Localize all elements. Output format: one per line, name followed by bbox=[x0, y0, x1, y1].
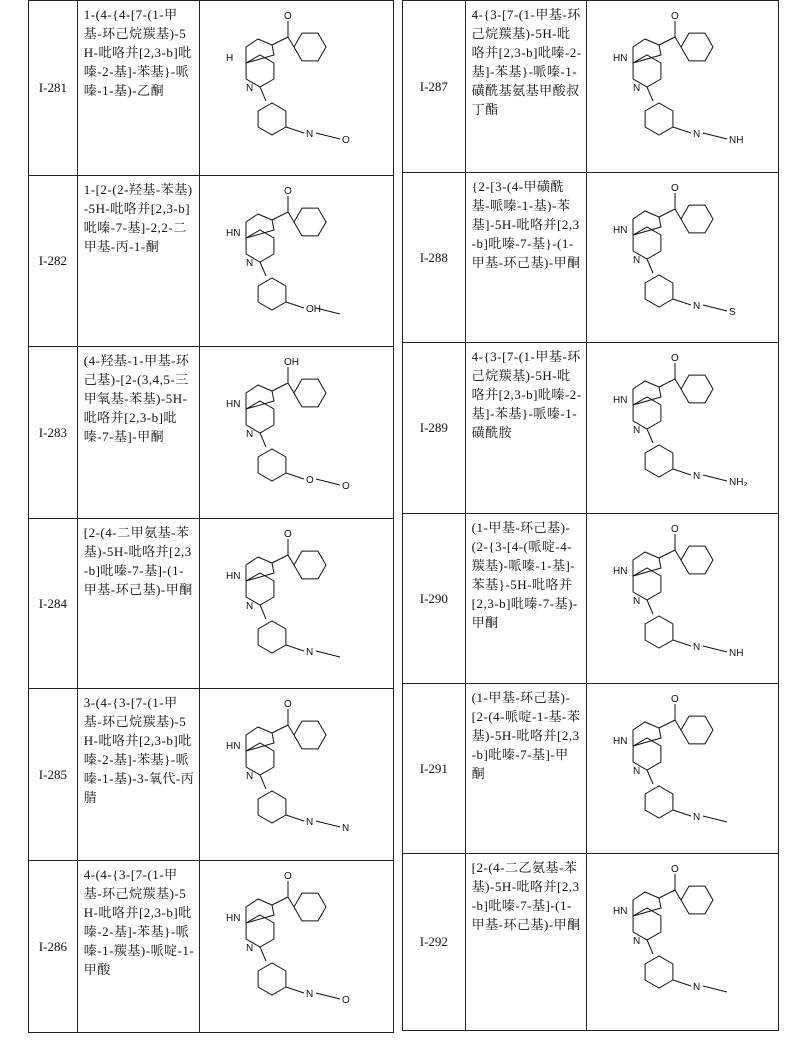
chemical-structure-drawing bbox=[200, 347, 390, 517]
compound-table-right bbox=[402, 0, 779, 1031]
substituent-end-label: NH₂ bbox=[729, 477, 747, 488]
phenyl-ring bbox=[645, 275, 673, 307]
cyclohexane-ring bbox=[681, 205, 713, 233]
carbonyl-label: O bbox=[671, 11, 679, 22]
phenyl-ring bbox=[645, 616, 673, 648]
chemical-structure-drawing bbox=[587, 173, 777, 341]
phenyl-ring bbox=[258, 963, 286, 995]
substituent-label: N bbox=[306, 129, 313, 140]
substituent-label: N bbox=[306, 647, 313, 658]
phenyl-ring bbox=[645, 786, 673, 818]
cyclohexane-ring bbox=[294, 721, 326, 749]
substituent-end-label: O bbox=[342, 481, 350, 492]
compound-structure bbox=[200, 861, 394, 1033]
compound-row bbox=[29, 347, 394, 519]
substituent-label: O bbox=[306, 475, 314, 486]
pyrrole-ring bbox=[246, 385, 274, 409]
phenyl-ring bbox=[258, 278, 286, 310]
nh-label: HN bbox=[226, 913, 240, 924]
carbonyl-label: O bbox=[671, 524, 679, 535]
compound-name: [2-(4-二甲氨基-苯基)-5H-吡咯并[2,3-b]吡嗪-7-基]-(1-甲基-环己基)-甲酮 bbox=[77, 519, 199, 689]
compound-name: 3-(4-{3-[7-(1-甲基-环己烷羰基)-5H-吡咯并[2,3-b]吡嗪-2-基]-苯基}-哌嗪-1-基)-3-氧代-丙腈 bbox=[77, 689, 199, 861]
ring-n-label: N bbox=[633, 255, 640, 266]
compound-structure bbox=[200, 519, 394, 689]
compound-structure bbox=[586, 173, 778, 343]
compound-row bbox=[29, 689, 394, 861]
substituent-end-label: N bbox=[342, 823, 349, 834]
substituent-label: OH bbox=[306, 304, 321, 315]
cyclohexane-ring bbox=[681, 716, 713, 744]
compound-name: 4-{3-[7-(1-甲基-环己烷羰基)-5H-吡咯并[2,3-b]吡嗪-2-基]-苯基}-哌嗪-1-磺酰基氨基甲酸叔丁酯 bbox=[465, 1, 586, 173]
compound-id: I-282 bbox=[29, 176, 78, 347]
chemical-structure-drawing bbox=[587, 684, 777, 852]
pyrrole-ring bbox=[246, 214, 274, 238]
pyrrole-ring bbox=[246, 557, 274, 581]
carbonyl-label: O bbox=[284, 699, 292, 710]
cyclohexane-ring bbox=[294, 33, 326, 61]
compound-name: 1-[2-(2-羟基-苯基)-5H-吡咯并[2,3-b]吡嗪-7-基]-2,2-二甲基-丙-1-酮 bbox=[77, 176, 199, 347]
carbonyl-label: O bbox=[284, 871, 292, 882]
compound-row bbox=[403, 1, 779, 173]
compound-id: I-285 bbox=[29, 689, 78, 861]
cyclohexane-ring bbox=[294, 208, 326, 236]
cyclohexane-ring bbox=[294, 551, 326, 579]
substituent-end-label: S bbox=[729, 307, 736, 318]
chemical-structure-drawing bbox=[200, 861, 390, 1031]
compound-row bbox=[403, 514, 779, 684]
nh-label: HN bbox=[226, 741, 240, 752]
nh-label: H bbox=[226, 53, 233, 64]
ring-n-label: N bbox=[633, 425, 640, 436]
chemical-structure-drawing bbox=[587, 1, 777, 171]
substituent-end-label: NH bbox=[729, 648, 743, 659]
pyrrole-ring bbox=[246, 39, 274, 63]
compound-structure bbox=[200, 176, 394, 347]
compound-row bbox=[403, 343, 779, 514]
ring-n-label: N bbox=[633, 766, 640, 777]
substituent-label: N bbox=[693, 982, 700, 993]
phenyl-ring bbox=[258, 791, 286, 823]
compound-row bbox=[29, 1, 394, 176]
pyrrole-ring bbox=[633, 381, 661, 405]
compound-structure bbox=[200, 347, 394, 519]
nh-label: HN bbox=[226, 571, 240, 582]
chemical-structure-drawing bbox=[200, 689, 390, 859]
compound-name: 1-(4-{4-[7-(1-甲基-环己烷羰基)-5H-吡咯并[2,3-b]吡嗪-2-基]-苯基}-哌嗪-1-基)-乙酮 bbox=[77, 1, 199, 176]
ring-n-label: N bbox=[246, 258, 253, 269]
substituent-label: N bbox=[693, 129, 700, 140]
chemical-structure-drawing bbox=[587, 343, 777, 512]
chemical-structure-drawing bbox=[587, 514, 777, 682]
pyrrole-ring bbox=[633, 892, 661, 916]
carbonyl-label: O bbox=[284, 529, 292, 540]
cyclohexane-ring bbox=[681, 33, 713, 61]
pyrrole-ring bbox=[246, 899, 274, 923]
compound-structure bbox=[586, 854, 778, 1031]
nh-label: HN bbox=[613, 736, 627, 747]
phenyl-ring bbox=[645, 445, 673, 477]
cyclohexane-ring bbox=[681, 375, 713, 403]
cyclohexane-ring bbox=[294, 893, 326, 921]
compound-row bbox=[29, 176, 394, 347]
phenyl-ring bbox=[258, 449, 286, 481]
compound-id: I-281 bbox=[29, 1, 78, 176]
compound-id: I-283 bbox=[29, 347, 78, 519]
compound-name: [2-(4-二乙氨基-苯基)-5H-吡咯并[2,3-b]吡嗪-7-基]-(1-甲基-环己基)-甲酮 bbox=[465, 854, 586, 1031]
compound-id: I-284 bbox=[29, 519, 78, 689]
pyrrole-ring bbox=[633, 552, 661, 576]
substituent-end-label: NH bbox=[729, 135, 743, 146]
chemical-structure-drawing bbox=[587, 854, 777, 1029]
compound-name: (1-甲基-环己基)-(2-{3-[4-(哌啶-4-羰基)-哌嗪-1-基]-苯基}-5H-吡咯并[2,3-b]吡嗪-7-基)-甲酮 bbox=[465, 514, 586, 684]
substituent-label: N bbox=[693, 642, 700, 653]
compound-name: 4-{3-[7-(1-甲基-环己烷羰基)-5H-吡咯并[2,3-b]吡嗪-2-基]-苯基}-哌嗪-1-磺酰胺 bbox=[465, 343, 586, 514]
ring-n-label: N bbox=[246, 771, 253, 782]
pyrrole-ring bbox=[633, 39, 661, 63]
phenyl-ring bbox=[258, 103, 286, 135]
ring-n-label: N bbox=[246, 943, 253, 954]
cyclohexane-ring bbox=[681, 886, 713, 914]
compound-row bbox=[403, 173, 779, 343]
carbonyl-label: O bbox=[671, 353, 679, 364]
cyclohexane-ring bbox=[681, 546, 713, 574]
substituent-end-label: O bbox=[342, 135, 350, 146]
compound-id: I-288 bbox=[403, 173, 466, 343]
compound-name: 4-(4-{3-[7-(1-甲基-环己烷羰基)-5H-吡咯并[2,3-b]吡嗪-2-基]-苯基}-哌嗪-1-羰基)-哌啶-1-甲酸 bbox=[77, 861, 199, 1033]
substituent-label: N bbox=[306, 989, 313, 1000]
compound-id: I-286 bbox=[29, 861, 78, 1033]
nh-label: HN bbox=[613, 53, 627, 64]
compound-structure bbox=[200, 689, 394, 861]
compound-id: I-290 bbox=[403, 514, 466, 684]
substituent-label: N bbox=[693, 812, 700, 823]
nh-label: HN bbox=[613, 395, 627, 406]
carbonyl-label: O bbox=[671, 864, 679, 875]
compound-name: (4-羟基-1-甲基-环己基)-[2-(3,4,5-三甲氧基-苯基)-5H-吡咯并[2,3-b]吡嗪-7-基]-甲酮 bbox=[77, 347, 199, 519]
chemical-structure-drawing bbox=[200, 1, 390, 174]
ring-n-label: N bbox=[633, 596, 640, 607]
carbonyl-label: OH bbox=[284, 357, 299, 368]
pyrrole-ring bbox=[633, 722, 661, 746]
compound-row bbox=[403, 854, 779, 1031]
nh-label: HN bbox=[613, 225, 627, 236]
nh-label: HN bbox=[226, 228, 240, 239]
pyrrole-ring bbox=[633, 211, 661, 235]
carbonyl-label: O bbox=[284, 186, 292, 197]
nh-label: HN bbox=[613, 566, 627, 577]
compound-name: (1-甲基-环己基)-[2-(4-哌啶-1-基-苯基)-5H-吡咯并[2,3-b]吡嗪-7-基]-甲酮 bbox=[465, 684, 586, 854]
ring-n-label: N bbox=[246, 429, 253, 440]
compound-structure bbox=[200, 1, 394, 176]
compound-id: I-287 bbox=[403, 1, 466, 173]
compound-structure bbox=[586, 343, 778, 514]
compound-id: I-292 bbox=[403, 854, 466, 1031]
ring-n-label: N bbox=[633, 936, 640, 947]
compound-id: I-291 bbox=[403, 684, 466, 854]
compound-row bbox=[403, 684, 779, 854]
compound-structure bbox=[586, 1, 778, 173]
ring-n-label: N bbox=[246, 83, 253, 94]
compound-name: {2-[3-(4-甲磺酰基-哌嗪-1-基)-苯基]-5H-吡咯并[2,3-b]吡嗪-7-基}-(1-甲基-环己基)-甲酮 bbox=[465, 173, 586, 343]
phenyl-ring bbox=[645, 103, 673, 135]
compound-structure bbox=[586, 684, 778, 854]
cyclohexane-ring bbox=[294, 379, 326, 407]
phenyl-ring bbox=[645, 956, 673, 988]
ring-n-label: N bbox=[246, 601, 253, 612]
substituent-end-label: O bbox=[342, 995, 350, 1006]
carbonyl-label: O bbox=[284, 11, 292, 22]
carbonyl-label: O bbox=[671, 183, 679, 194]
substituent-label: N bbox=[306, 817, 313, 828]
ring-n-label: N bbox=[633, 83, 640, 94]
carbonyl-label: O bbox=[671, 694, 679, 705]
substituent-label: N bbox=[693, 471, 700, 482]
pyrrole-ring bbox=[246, 727, 274, 751]
substituent-label: N bbox=[693, 301, 700, 312]
compound-id: I-289 bbox=[403, 343, 466, 514]
phenyl-ring bbox=[258, 621, 286, 653]
chemical-structure-drawing bbox=[200, 519, 390, 687]
compound-table-left bbox=[28, 0, 394, 1033]
chemical-structure-drawing bbox=[200, 176, 390, 345]
compound-row bbox=[29, 519, 394, 689]
nh-label: HN bbox=[613, 906, 627, 917]
compound-structure bbox=[586, 514, 778, 684]
compound-row bbox=[29, 861, 394, 1033]
nh-label: HN bbox=[226, 399, 240, 410]
